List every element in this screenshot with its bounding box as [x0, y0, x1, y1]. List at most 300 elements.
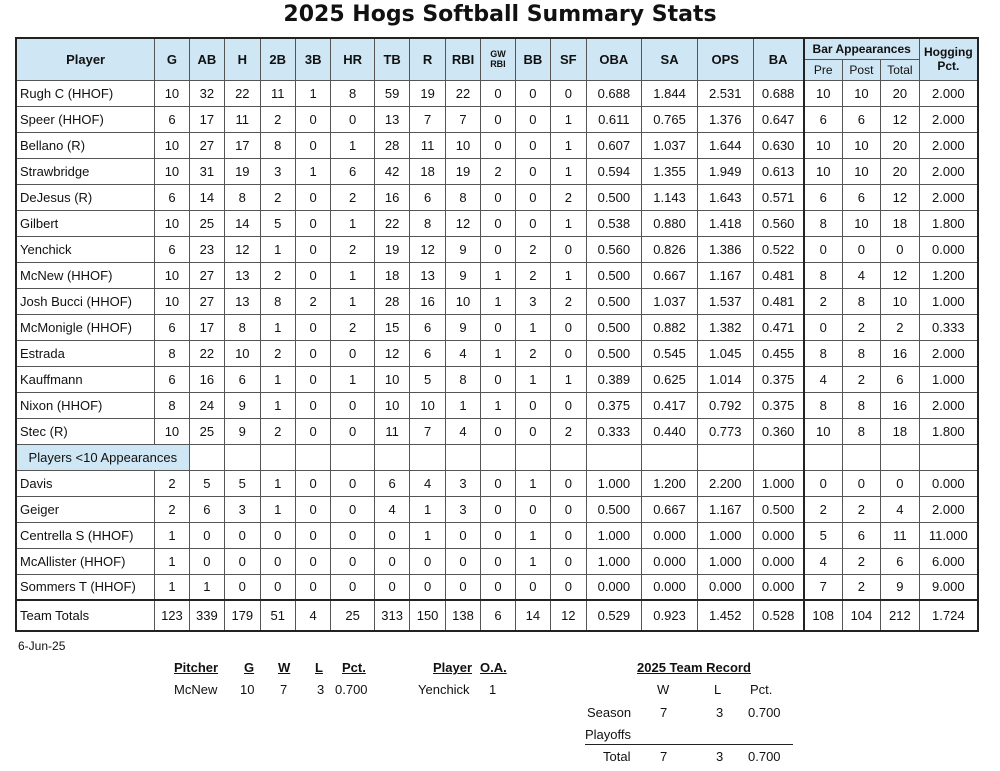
stat-cell: 0: [881, 236, 920, 262]
header-ops: OPS: [697, 38, 753, 80]
table-row: [16, 80, 978, 106]
stat-cell: 12: [225, 236, 260, 262]
header-ba: BA: [753, 38, 804, 80]
stat-cell: 0.792: [697, 392, 753, 418]
header-tb: TB: [374, 38, 409, 80]
header-bb: BB: [515, 38, 550, 80]
stat-cell: 31: [189, 158, 224, 184]
stat-cell: 2.531: [697, 80, 753, 106]
stat-cell: 16: [410, 288, 445, 314]
team-record-l-header: L: [714, 682, 722, 697]
stat-cell: 1: [481, 392, 515, 418]
stat-cell: 0: [551, 80, 586, 106]
stat-cell: 1: [331, 210, 375, 236]
stat-cell: 2: [331, 236, 375, 262]
stat-cell: 1.418: [697, 210, 753, 236]
stat-cell: 8: [445, 184, 480, 210]
stat-cell: 0.923: [642, 600, 698, 631]
team-record-w-header: W: [657, 682, 670, 697]
stat-cell: 0.560: [586, 236, 642, 262]
stat-cell: 1: [331, 262, 375, 288]
stat-cell: 1: [331, 288, 375, 314]
stat-cell: 8: [842, 288, 880, 314]
stat-cell: 0.360: [753, 418, 804, 444]
stat-cell: 5: [260, 210, 295, 236]
stat-cell: 10: [374, 366, 409, 392]
pitcher-pct: 0.700: [335, 682, 368, 697]
stat-cell: 10: [445, 288, 480, 314]
stat-cell: 0: [804, 236, 842, 262]
stat-cell: 6: [481, 600, 515, 631]
stat-cell: 2: [155, 496, 189, 522]
stat-cell: 2: [515, 236, 550, 262]
stat-cell: 2: [842, 574, 880, 600]
stat-cell: 9.000: [919, 574, 978, 600]
stat-cell: 10: [155, 288, 189, 314]
stat-cell: 1.724: [919, 600, 978, 631]
stat-cell: 6: [225, 366, 260, 392]
stat-cell: 1: [445, 392, 480, 418]
report-date: 6-Jun-25: [18, 639, 66, 653]
stat-cell: 0.000: [642, 548, 698, 574]
stat-cell: 4: [842, 262, 880, 288]
stat-cell: 2: [881, 314, 920, 340]
stat-cell: 1.000: [697, 548, 753, 574]
oa-header: O.A.: [480, 660, 507, 675]
stat-cell: 0.500: [753, 496, 804, 522]
stat-cell: 11: [260, 80, 295, 106]
stat-cell: 28: [374, 288, 409, 314]
header-h: H: [225, 38, 260, 80]
stat-cell: 0.000: [919, 470, 978, 496]
stat-cell: 0: [481, 470, 515, 496]
stat-cell: 1: [260, 366, 295, 392]
stat-cell: 0.500: [586, 314, 642, 340]
stat-cell: 32: [189, 80, 224, 106]
stat-cell: 1: [551, 158, 586, 184]
stat-cell: 20: [881, 132, 920, 158]
stat-cell: 0: [445, 574, 480, 600]
player-name-cell: Kauffmann: [16, 366, 155, 392]
stat-cell: 10: [881, 288, 920, 314]
stat-cell: 0.481: [753, 262, 804, 288]
stat-cell: 0: [295, 548, 330, 574]
stat-cell: 6: [842, 522, 880, 548]
stat-cell: 0: [295, 418, 330, 444]
header-sf: SF: [551, 38, 586, 80]
stat-cell: 8: [225, 314, 260, 340]
stat-cell: 18: [881, 210, 920, 236]
header-rbi: RBI: [445, 38, 480, 80]
stat-cell: 0: [481, 80, 515, 106]
stat-cell: 5: [410, 366, 445, 392]
stat-cell: 18: [410, 158, 445, 184]
stat-cell: 3: [225, 496, 260, 522]
stat-cell: 0: [481, 106, 515, 132]
stat-cell: 0: [481, 574, 515, 600]
stat-cell: 0: [410, 548, 445, 574]
stat-cell: 0.545: [642, 340, 698, 366]
stat-cell: 9: [445, 262, 480, 288]
header-r: R: [410, 38, 445, 80]
stat-cell: 0: [260, 522, 295, 548]
stat-cell: 0.471: [753, 314, 804, 340]
stat-cell: 0: [551, 236, 586, 262]
season-l: 3: [716, 705, 724, 720]
stat-cell: 0: [445, 548, 480, 574]
stat-cell: 0.000: [753, 548, 804, 574]
stat-cell: 0: [445, 522, 480, 548]
stat-cell: 6: [374, 470, 409, 496]
stat-cell: 1.382: [697, 314, 753, 340]
stat-cell: 1.200: [919, 262, 978, 288]
stat-cell: 1.355: [642, 158, 698, 184]
stat-cell: 1: [155, 548, 189, 574]
stat-cell: 2: [515, 262, 550, 288]
stat-cell: 9: [445, 314, 480, 340]
stat-cell: 0.000: [697, 574, 753, 600]
stat-cell: 0.375: [586, 392, 642, 418]
player-name-cell: McNew (HHOF): [16, 262, 155, 288]
stat-cell: 0: [515, 80, 550, 106]
stats-table: [15, 37, 979, 632]
stat-cell: 16: [881, 392, 920, 418]
stat-cell: 15: [374, 314, 409, 340]
stat-cell: 0: [331, 106, 375, 132]
stat-cell: 0.538: [586, 210, 642, 236]
stat-cell: 0.000: [642, 522, 698, 548]
table-row: [16, 418, 978, 444]
stat-cell: 0: [225, 574, 260, 600]
stat-cell: 0.667: [642, 262, 698, 288]
stat-cell: 20: [881, 158, 920, 184]
stat-cell: 1.000: [586, 548, 642, 574]
stat-cell: 11: [881, 522, 920, 548]
stat-cell: 0: [295, 132, 330, 158]
player-name-cell: Davis: [16, 470, 155, 496]
stat-cell: 0: [481, 314, 515, 340]
stat-cell: 339: [189, 600, 224, 631]
stat-cell: 0: [515, 106, 550, 132]
stat-cell: 1.014: [697, 366, 753, 392]
stat-cell: 0.630: [753, 132, 804, 158]
stat-cell: 16: [374, 184, 409, 210]
total-l: 3: [716, 749, 724, 764]
stat-cell: 2.000: [919, 106, 978, 132]
stat-cell: 10: [410, 392, 445, 418]
stat-cell: 1: [410, 522, 445, 548]
header-pre: Pre: [804, 59, 842, 80]
stat-cell: 0.882: [642, 314, 698, 340]
stat-cell: 2: [481, 158, 515, 184]
stat-cell: 0.500: [586, 496, 642, 522]
stat-cell: 0: [515, 418, 550, 444]
stat-cell: 0.647: [753, 106, 804, 132]
stat-cell: 16: [881, 340, 920, 366]
stat-cell: 8: [331, 80, 375, 106]
stat-cell: 8: [410, 210, 445, 236]
header-total: Total: [881, 59, 920, 80]
stat-cell: 0: [842, 236, 880, 262]
stat-cell: 0: [551, 340, 586, 366]
stat-cell: 6: [410, 314, 445, 340]
stat-cell: 19: [410, 80, 445, 106]
season-label: Season: [587, 705, 632, 720]
stat-cell: 0: [331, 392, 375, 418]
stat-cell: 2.000: [919, 158, 978, 184]
pitcher-g: 10: [240, 682, 255, 697]
player-name-cell: Estrada: [16, 340, 155, 366]
stat-cell: 0: [295, 366, 330, 392]
stat-cell: 1: [481, 288, 515, 314]
stat-cell: 0.688: [586, 80, 642, 106]
stat-cell: 1.800: [919, 210, 978, 236]
pitcher-w: 7: [280, 682, 288, 697]
stat-cell: 0: [260, 548, 295, 574]
stat-cell: 0: [295, 496, 330, 522]
stat-cell: 1: [331, 132, 375, 158]
stat-cell: 6: [804, 106, 842, 132]
stat-cell: 2: [260, 262, 295, 288]
stat-cell: 3: [445, 496, 480, 522]
stat-cell: 10: [804, 418, 842, 444]
stat-cell: 0: [295, 106, 330, 132]
pitcher-l: 3: [317, 682, 325, 697]
stat-cell: 4: [445, 340, 480, 366]
pitcher-pct-header: Pct.: [342, 660, 366, 675]
table-row: [16, 522, 978, 548]
stat-cell: 0: [481, 418, 515, 444]
stat-cell: 18: [881, 418, 920, 444]
team-record-pct-header: Pct.: [750, 682, 773, 697]
stat-cell: 1.386: [697, 236, 753, 262]
stat-cell: 0.481: [753, 288, 804, 314]
stat-cell: 11: [374, 418, 409, 444]
stat-cell: 104: [842, 600, 880, 631]
stat-cell: 1: [295, 158, 330, 184]
stat-cell: 0.389: [586, 366, 642, 392]
stat-cell: 1: [515, 522, 550, 548]
player-name-cell: Nixon (HHOF): [16, 392, 155, 418]
stat-cell: 5: [189, 470, 224, 496]
stat-cell: 0.417: [642, 392, 698, 418]
stat-cell: 2: [842, 366, 880, 392]
stat-cell: 7: [410, 418, 445, 444]
header-player: Player: [16, 38, 155, 80]
player-name-cell: Strawbridge: [16, 158, 155, 184]
stat-cell: 22: [189, 340, 224, 366]
stat-cell: 1: [410, 496, 445, 522]
stat-cell: 12: [881, 106, 920, 132]
stat-cell: 0.440: [642, 418, 698, 444]
stat-cell: 4: [374, 496, 409, 522]
stat-cell: 8: [804, 210, 842, 236]
stat-cell: 0: [295, 184, 330, 210]
stat-cell: 0: [881, 470, 920, 496]
stat-cell: 16: [189, 366, 224, 392]
stat-cell: 13: [225, 262, 260, 288]
stat-cell: 2: [842, 314, 880, 340]
stat-cell: 0.000: [642, 574, 698, 600]
player-name-cell: Team Totals: [16, 600, 155, 631]
stat-cell: 27: [189, 288, 224, 314]
stat-cell: 20: [881, 80, 920, 106]
stat-cell: 0: [189, 548, 224, 574]
stat-cell: 0: [295, 262, 330, 288]
oa-value: 1: [489, 682, 497, 697]
stat-cell: 8: [155, 340, 189, 366]
stat-cell: 10: [804, 158, 842, 184]
stat-cell: 2: [260, 340, 295, 366]
stat-cell: 2: [842, 496, 880, 522]
stat-cell: 11.000: [919, 522, 978, 548]
stat-cell: 0.000: [753, 574, 804, 600]
stat-cell: 3: [445, 470, 480, 496]
stat-cell: 17: [225, 132, 260, 158]
header-sa: SA: [642, 38, 698, 80]
stat-cell: 1: [260, 470, 295, 496]
stat-cell: 2: [331, 314, 375, 340]
stat-cell: 10: [842, 132, 880, 158]
table-row: [16, 106, 978, 132]
table-row: [16, 392, 978, 418]
stat-cell: 0: [295, 236, 330, 262]
player-name-cell: Geiger: [16, 496, 155, 522]
stat-cell: 4: [804, 366, 842, 392]
pitcher-l-header: L: [315, 660, 323, 675]
stat-cell: 6.000: [919, 548, 978, 574]
player-name-cell: DeJesus (R): [16, 184, 155, 210]
stat-cell: 7: [445, 106, 480, 132]
stat-cell: 0: [481, 496, 515, 522]
stat-cell: 12: [881, 184, 920, 210]
stat-cell: 0: [331, 574, 375, 600]
stat-cell: 3: [260, 158, 295, 184]
stat-cell: 0: [481, 210, 515, 236]
stat-cell: 0.500: [586, 184, 642, 210]
stat-cell: 212: [881, 600, 920, 631]
stat-cell: 12: [410, 236, 445, 262]
player-name-cell: Speer (HHOF): [16, 106, 155, 132]
player-name-cell: Yenchick: [16, 236, 155, 262]
stat-cell: 0: [295, 392, 330, 418]
stat-cell: 28: [374, 132, 409, 158]
stat-cell: 8: [804, 340, 842, 366]
stat-cell: 0: [515, 496, 550, 522]
stat-cell: 0.560: [753, 210, 804, 236]
stat-cell: 108: [804, 600, 842, 631]
stat-cell: 1.844: [642, 80, 698, 106]
stat-cell: 1.643: [697, 184, 753, 210]
pitcher-header: Pitcher: [174, 660, 219, 675]
stat-cell: 10: [374, 392, 409, 418]
stat-cell: 10: [842, 80, 880, 106]
stat-cell: 4: [804, 548, 842, 574]
stat-cell: 2: [842, 548, 880, 574]
stat-cell: 10: [155, 262, 189, 288]
table-row: [16, 184, 978, 210]
stat-cell: 0: [481, 522, 515, 548]
stat-cell: 10: [155, 418, 189, 444]
stat-cell: 9: [225, 392, 260, 418]
stat-cell: 19: [225, 158, 260, 184]
section-label-minor-players: Players <10 Appearances: [16, 444, 189, 470]
header-oba: OBA: [586, 38, 642, 80]
stat-cell: 1.000: [753, 470, 804, 496]
player-name-cell: Gilbert: [16, 210, 155, 236]
stat-cell: 6: [331, 158, 375, 184]
pitcher-table: [170, 660, 380, 700]
total-w: 7: [660, 749, 668, 764]
total-pct: 0.700: [748, 749, 781, 764]
stat-cell: 179: [225, 600, 260, 631]
stat-cell: 1.452: [697, 600, 753, 631]
header-2b: 2B: [260, 38, 295, 80]
table-row: [16, 158, 978, 184]
stat-cell: 0: [374, 522, 409, 548]
stat-cell: 19: [445, 158, 480, 184]
stat-cell: 0: [842, 470, 880, 496]
stat-cell: 1.537: [697, 288, 753, 314]
stat-cell: 6: [804, 184, 842, 210]
stat-cell: 0.765: [642, 106, 698, 132]
stat-cell: 2.000: [919, 496, 978, 522]
stat-cell: 14: [189, 184, 224, 210]
stat-cell: 1: [189, 574, 224, 600]
stat-cell: 2: [295, 288, 330, 314]
stat-cell: 8: [445, 366, 480, 392]
stat-cell: 1: [515, 470, 550, 496]
stat-cell: 2.000: [919, 392, 978, 418]
stat-cell: 25: [331, 600, 375, 631]
header-post: Post: [842, 59, 880, 80]
stat-cell: 0.000: [919, 236, 978, 262]
stat-cell: 11: [410, 132, 445, 158]
stat-cell: 3: [515, 288, 550, 314]
stat-cell: 1: [551, 132, 586, 158]
stat-cell: 0: [295, 522, 330, 548]
stat-cell: 1.167: [697, 496, 753, 522]
total-label: Total: [603, 749, 631, 764]
stat-cell: 1.800: [919, 418, 978, 444]
stat-cell: 0: [295, 210, 330, 236]
stat-cell: 0: [551, 392, 586, 418]
stat-cell: 0: [515, 132, 550, 158]
stat-cell: 0: [331, 496, 375, 522]
stat-cell: 2: [515, 340, 550, 366]
stat-cell: 0: [225, 522, 260, 548]
stat-cell: 0.500: [586, 288, 642, 314]
stat-cell: 7: [410, 106, 445, 132]
stat-cell: 0: [331, 340, 375, 366]
stat-cell: 8: [260, 132, 295, 158]
stat-cell: 2.000: [919, 80, 978, 106]
stat-cell: 0: [331, 548, 375, 574]
stat-cell: 0.000: [753, 522, 804, 548]
stat-cell: 0: [225, 548, 260, 574]
stat-cell: 150: [410, 600, 445, 631]
stat-cell: 1.045: [697, 340, 753, 366]
stat-cell: 1: [551, 366, 586, 392]
stat-cell: 6: [842, 106, 880, 132]
stat-cell: 0: [551, 522, 586, 548]
stat-cell: 6: [155, 236, 189, 262]
stat-cell: 0: [331, 418, 375, 444]
stat-cell: 0: [481, 184, 515, 210]
team-record-title: 2025 Team Record: [637, 660, 751, 675]
stat-cell: 6: [155, 106, 189, 132]
stat-cell: 4: [881, 496, 920, 522]
